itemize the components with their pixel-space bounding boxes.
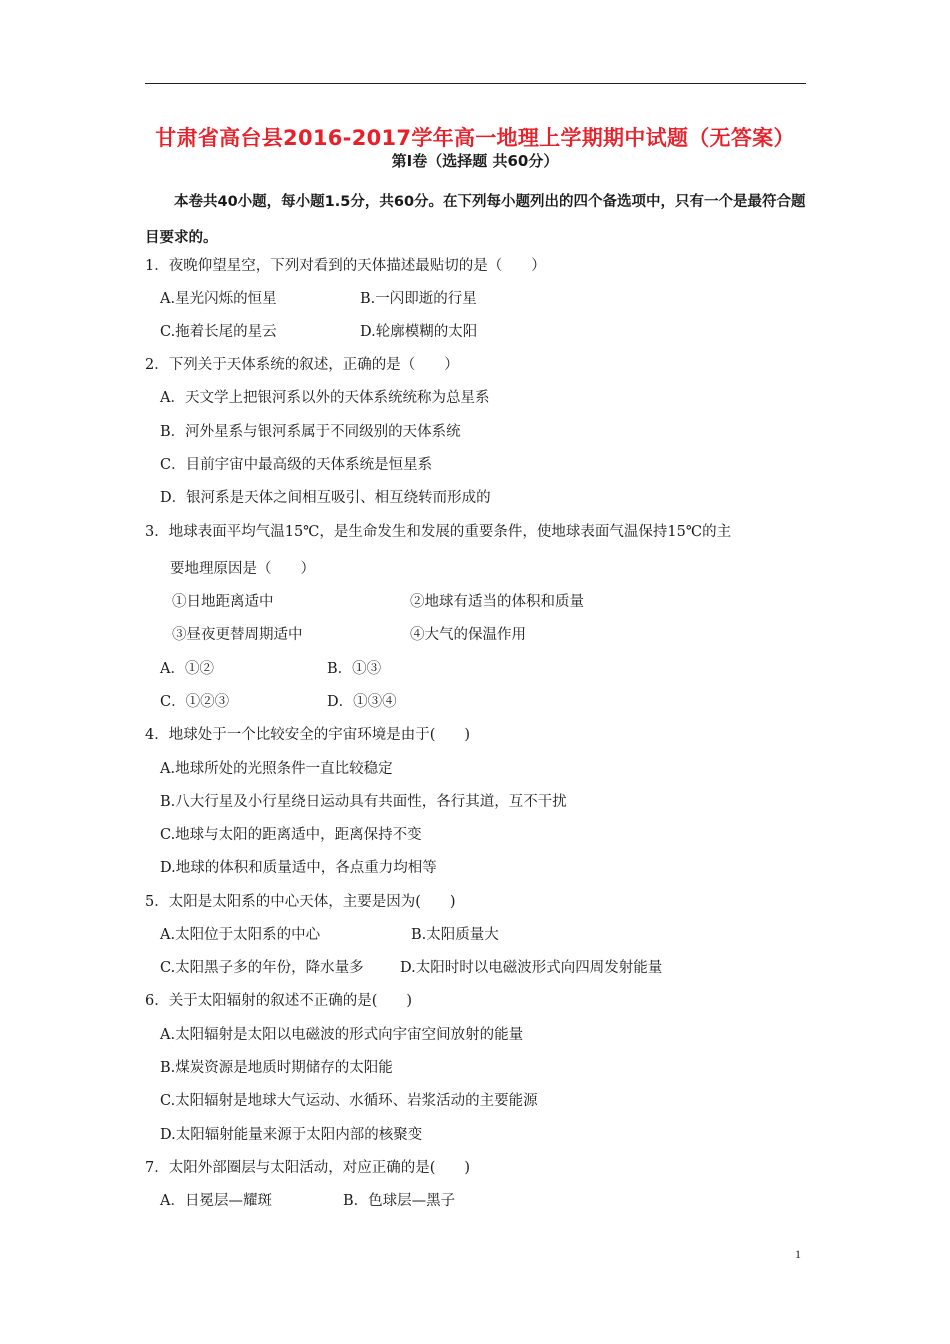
question-2-option-d: D．银河系是天体之间相互吸引、相互绕转而形成的: [160, 490, 491, 506]
question-4-option-a: A.地球所处的光照条件一直比较稳定: [160, 761, 393, 777]
question-5-stem: 5．太阳是太阳系的中心天体，主要是因为( ): [145, 894, 456, 910]
question-5-option-c: C.太阳黑子多的年份，降水量多: [160, 960, 364, 976]
page-number: 1: [795, 1247, 801, 1261]
question-3-option-b: B．①③: [327, 661, 382, 677]
instructions-paragraph: 本卷共40小题，每小题1.5分，共60分。在下列每小题列出的四个备选项中，只有一个是最符合题目要求的。: [145, 194, 806, 246]
question-1-option-a: A.星光闪烁的恒星: [160, 291, 277, 307]
question-2-option-c: C．目前宇宙中最高级的天体系统是恒星系: [160, 457, 433, 473]
question-1-option-b: B.一闪即逝的行星: [360, 291, 477, 307]
question-5-option-b: B.太阳质量大: [411, 927, 499, 943]
question-4-option-d: D.地球的体积和质量适中，各点重力均相等: [160, 860, 437, 876]
question-4-option-b: B.八大行星及小行星绕日运动具有共面性，各行其道，互不干扰: [160, 794, 567, 810]
question-5-option-d: D.太阳时时以电磁波形式向四周发射能量: [400, 960, 663, 976]
question-6-stem: 6．关于太阳辐射的叙述不正确的是( ): [145, 993, 413, 1009]
question-2-option-b: B．河外星系与银河系属于不同级别的天体系统: [160, 424, 461, 440]
question-3-stem-continued: 要地理原因是（ ）: [170, 561, 315, 577]
question-3-option-c: C．①②③: [160, 694, 230, 710]
question-3-item-1: ①日地距离适中: [172, 594, 274, 610]
question-3-item-4: ④大气的保温作用: [410, 627, 526, 643]
question-3-item-3: ③昼夜更替周期适中: [172, 627, 303, 643]
question-7-option-b: B．色球层—黑子: [343, 1193, 456, 1209]
question-3-option-a: A．①②: [160, 661, 214, 677]
question-2-option-a: A．天文学上把银河系以外的天体系统统称为总星系: [160, 390, 490, 406]
question-7-option-a: A．日冕层—耀斑: [160, 1193, 272, 1209]
question-3-stem: 3．地球表面平均气温15℃，是生命发生和发展的重要条件，使地球表面气温保持15℃的主: [145, 524, 732, 540]
question-5-option-a: A.太阳位于太阳系的中心: [160, 927, 321, 943]
question-6-option-b: B.煤炭资源是地质时期储存的太阳能: [160, 1060, 393, 1076]
question-6-option-c: C.太阳辐射是地球大气运动、水循环、岩浆活动的主要能源: [160, 1093, 538, 1109]
question-1-option-d: D.轮廓模糊的太阳: [360, 324, 478, 340]
section-subtitle: 第Ⅰ卷（选择题 共60分）: [391, 152, 559, 170]
document-title: 甘肃省高台县2016-2017学年高一地理上学期期中试题（无答案）: [155, 126, 795, 150]
question-1-stem: 1．夜晚仰望星空，下列对看到的天体描述最贴切的是（ ）: [145, 258, 546, 274]
question-4-option-c: C.地球与太阳的距离适中，距离保持不变: [160, 827, 422, 843]
question-7-stem: 7．太阳外部圈层与太阳活动，对应正确的是( ): [145, 1160, 471, 1176]
header-rule: [145, 83, 806, 84]
question-6-option-d: D.太阳辐射能量来源于太阳内部的核聚变: [160, 1127, 423, 1143]
question-4-stem: 4．地球处于一个比较安全的宇宙环境是由于( ): [145, 727, 471, 743]
question-2-stem: 2．下列关于天体系统的叙述，正确的是（ ）: [145, 357, 459, 373]
question-1-option-c: C.拖着长尾的星云: [160, 324, 277, 340]
question-6-option-a: A.太阳辐射是太阳以电磁波的形式向宇宙空间放射的能量: [160, 1027, 524, 1043]
question-3-option-d: D．①③④: [327, 694, 397, 710]
question-3-item-2: ②地球有适当的体积和质量: [410, 594, 584, 610]
